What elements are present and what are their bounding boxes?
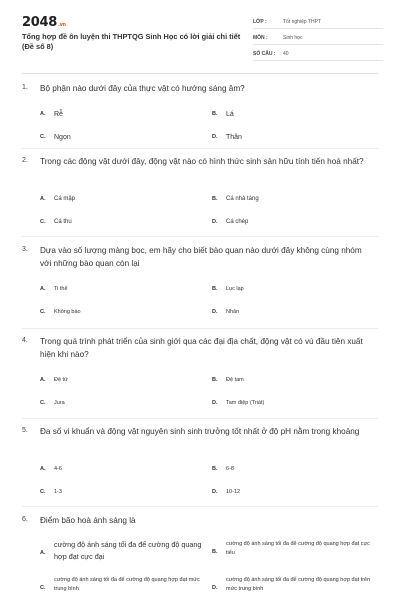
option-letter: A. — [40, 196, 46, 202]
question-number: 4. — [22, 337, 28, 344]
option-b[interactable] — [212, 285, 244, 294]
option-letter: C. — [40, 489, 46, 495]
option-d[interactable] — [212, 133, 242, 142]
document-title: Tổng hợp đề ôn luyện thi THPTQG Sinh Học có lời giải chi tiết (Đề số 8) — [22, 32, 241, 51]
option-text: Lục lạp — [226, 286, 244, 292]
option-letter: D. — [212, 134, 218, 140]
question-number: 5. — [22, 427, 28, 434]
option-letter: B. — [212, 111, 218, 117]
option-b[interactable] — [212, 465, 234, 474]
option-text: Cá mập — [54, 196, 76, 202]
option-b[interactable] — [212, 376, 244, 385]
question-text: Trong các động vật dưới đây, động vật nào có hình thức sinh sản hữu tính tiến hoá nhất? — [40, 157, 364, 166]
option-text: Đệ tứ — [54, 377, 68, 383]
option-text: Cá chép — [226, 219, 249, 225]
option-c[interactable] — [40, 133, 71, 142]
question-number: 3. — [22, 246, 28, 253]
option-text: Lá — [226, 111, 234, 118]
meta-panel — [253, 15, 383, 63]
option-text: cường độ ánh sáng tối đa để cường độ quang hợp đạt trên mức trung bình — [226, 577, 371, 592]
option-text: Không bào — [54, 309, 81, 315]
option-text: 1-3 — [54, 489, 62, 495]
option-text: 4-6 — [54, 466, 62, 472]
option-d[interactable] — [212, 218, 248, 227]
option-d[interactable] — [212, 576, 377, 594]
question-divider — [22, 236, 378, 237]
option-letter: B. — [212, 466, 218, 472]
option-letter: B. — [212, 377, 218, 383]
logo-suffix: .vn — [57, 22, 66, 28]
option-letter: D. — [212, 400, 218, 406]
option-c[interactable] — [40, 308, 81, 317]
option-c[interactable] — [40, 488, 62, 497]
option-text: Nhân — [226, 309, 240, 315]
meta-value-grade: Tốt nghiệp THPT — [283, 18, 321, 25]
question-5 — [0, 425, 400, 505]
option-letter: C. — [40, 134, 46, 140]
option-text: 6-8 — [226, 466, 234, 472]
option-letter: C. — [40, 400, 46, 406]
question-divider — [22, 148, 378, 149]
option-d[interactable] — [212, 399, 264, 408]
meta-value-count: 40 — [283, 50, 289, 57]
meta-value-subject: Sinh học — [283, 34, 303, 41]
option-text: cường độ ánh sáng tối đa để cường độ quang hợp đạt cực đại — [54, 540, 202, 561]
option-text: Ngọn — [54, 134, 71, 141]
option-a[interactable] — [40, 110, 63, 119]
option-text: Ti thể — [54, 286, 68, 292]
option-c[interactable] — [40, 218, 72, 227]
option-text: Đệ tam — [226, 377, 244, 383]
question-divider — [22, 328, 378, 329]
option-letter: A. — [40, 466, 46, 472]
meta-row-grade — [253, 15, 383, 29]
option-a[interactable] — [40, 285, 68, 294]
option-b[interactable] — [212, 195, 259, 204]
question-text: Dựa vào số lượng màng bọc, em hãy cho biết bào quan nào dưới đây không cùng nhóm với những bào quan còn lại — [40, 246, 362, 268]
option-a[interactable] — [40, 539, 205, 562]
option-letter: A. — [40, 111, 46, 117]
option-letter: B. — [212, 286, 218, 292]
question-divider — [22, 418, 378, 419]
option-text: cường độ ánh sáng tối đa để cường độ quang hợp đạt cực tiểu — [226, 541, 370, 556]
option-letter: D. — [212, 219, 218, 225]
option-letter: C. — [40, 309, 46, 315]
site-logo[interactable] — [22, 15, 66, 30]
option-d[interactable] — [212, 308, 239, 317]
option-letter: D. — [212, 585, 218, 591]
option-letter: A. — [40, 377, 46, 383]
question-number: 1. — [22, 84, 28, 91]
question-text: Đa số vi khuẩn và động vật nguyên sinh sinh trưởng tốt nhất ở độ pH nằm trong khoảng — [40, 427, 360, 436]
question-3 — [0, 244, 400, 324]
option-text: Thân — [226, 134, 242, 141]
question-text: Trong quá trình phát triển của sinh giới qua các đại địa chất, động vật có vú đầu tiên xuất hiện khi nào? — [40, 337, 363, 359]
option-c[interactable] — [40, 576, 205, 594]
option-a[interactable] — [40, 195, 75, 204]
option-b[interactable] — [212, 110, 234, 119]
question-1 — [0, 82, 400, 152]
meta-row-count — [253, 47, 383, 61]
option-a[interactable] — [40, 376, 68, 385]
option-text: cường độ ánh sáng tối đa để cường độ quang hợp đạt mức trung bình — [54, 577, 200, 592]
header-divider — [22, 73, 378, 74]
question-text: Điểm bão hoà ánh sáng là — [40, 516, 136, 525]
question-4 — [0, 335, 400, 415]
option-text: Cá nhà táng — [226, 196, 259, 202]
meta-label-count: SỐ CÂU : — [253, 50, 276, 57]
option-text: Cá thu — [54, 219, 72, 225]
option-letter: A. — [40, 550, 46, 556]
option-a[interactable] — [40, 465, 62, 474]
document-header — [0, 0, 400, 72]
option-letter: D. — [212, 489, 218, 495]
option-text: Tam điệp (Triát) — [226, 400, 265, 406]
question-2 — [0, 155, 400, 235]
question-text: Bộ phận nào dưới đây của thực vật có hướng sáng âm? — [40, 84, 245, 93]
option-text: 10-12 — [226, 489, 241, 495]
option-letter: C. — [40, 219, 46, 225]
option-text: Jura — [54, 400, 65, 406]
option-c[interactable] — [40, 399, 65, 408]
meta-row-subject — [253, 31, 383, 45]
logo-text: 2048 — [22, 15, 57, 30]
option-letter: B. — [212, 549, 218, 555]
option-letter: D. — [212, 309, 218, 315]
question-divider — [22, 506, 378, 507]
question-number: 6. — [22, 516, 28, 523]
meta-label-grade: LỚP : — [253, 18, 267, 25]
option-d[interactable] — [212, 488, 240, 497]
option-letter: C. — [40, 585, 46, 591]
question-6 — [0, 514, 400, 600]
question-number: 2. — [22, 157, 28, 164]
option-b[interactable] — [212, 540, 377, 558]
option-letter: B. — [212, 196, 218, 202]
option-text: Rễ — [54, 111, 63, 118]
meta-label-subject: MÔN : — [253, 34, 268, 41]
option-letter: A. — [40, 286, 46, 292]
